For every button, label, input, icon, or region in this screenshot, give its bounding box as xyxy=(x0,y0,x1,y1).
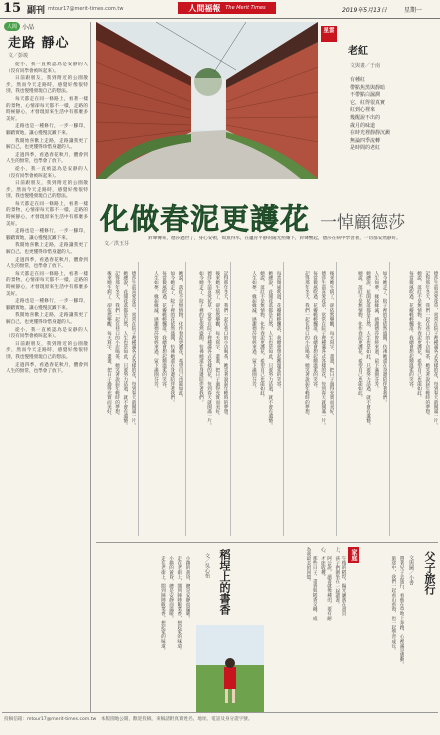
paragraph: 她說，落紅不是無情物，化作春泥更護花，希望自己也能如此。 xyxy=(259,271,265,400)
paragraph: 她說，落紅不是無情物，化作春泥更護花，希望自己也能如此。 xyxy=(178,271,183,400)
column-divider xyxy=(138,262,139,536)
body-column xyxy=(96,547,190,707)
poem-author: 文與畫／于南 xyxy=(350,63,381,69)
paragraph: 日前跟朋友，我到附近的公園散步，然而今天走路時，感覺好像很特別，我也慢慢發現自己的想法。 xyxy=(6,76,88,95)
column-divider xyxy=(389,262,390,536)
column-tag-pill: 人間 xyxy=(4,22,20,31)
column-divider xyxy=(185,262,186,536)
paragraph: 記得那年冬天，我們一起在巷口的小店喝茶，她笑著說起年輕時的夢想。 xyxy=(424,271,430,419)
paragraph: 後來她生病了，卻依然樂觀，每天寫字、畫畫，把日子過得充實而美好。 xyxy=(106,271,112,419)
paragraph: 人生如夢，緣起緣滅，感謝德莎曾經來過，留下滿園芬芳。 xyxy=(251,271,257,391)
poem-line: 歲月的味道 xyxy=(350,122,376,129)
paragraph: 那些日子，書香與稻香交織，成為我最美的回憶。 xyxy=(305,547,318,621)
paragraph: 從小，我一直被認為是安靜的人（沒有同學會被叫起來）。 xyxy=(6,327,88,340)
poem-line: 不帶點白濕潤 xyxy=(350,92,381,99)
paragraph: 走在老街上，聞到陣陣飯菜香，想起家的味道。 xyxy=(176,556,182,653)
paragraph: 走路也是一種修行，一步一腳印，腳踏實地，讓心慢慢沉澱下來。 xyxy=(6,299,88,311)
paragraph: 記得那年冬天，我們一起在巷口的小店喝茶，她笑著說起年輕時的夢想。 xyxy=(304,271,310,419)
body-column xyxy=(339,262,387,536)
column-divider xyxy=(283,262,284,536)
paragraph: 小鎮的黃昏，總是安靜而溫暖。 xyxy=(185,556,190,621)
family-tag-badge: 家庭 xyxy=(350,549,357,561)
family-article-title: 父子旅行 xyxy=(423,551,436,595)
paragraph: 日前跟朋友，我到附近的公園散步，然而今天走路時，感覺好像很特別，我也慢慢發現自己的想法。 xyxy=(6,341,88,360)
poem-line: 無論四季流轉 xyxy=(350,137,381,144)
left-article-title: 走路 靜心 xyxy=(8,36,70,51)
paragraph: 旅途中，我們一起看山看海，也一起學習成長。 xyxy=(390,556,396,653)
paragraph: 每天都走在同一條路上，看著一樣的景物，心情卻每天都不一樣，走路的時候靜心，才發現原來生活中有那麼多美好。 xyxy=(6,201,88,227)
alley-photo xyxy=(96,22,318,179)
footer-note: 投稿信箱：mtour17@merit-times.com.tw 本版園地公開，歡迎投稿，來稿請附真實姓名、地址、電話及身分證字號。 xyxy=(4,717,253,722)
issue-weekday: 星期一 xyxy=(404,7,423,14)
column-divider xyxy=(230,262,231,536)
paragraph: 走過四季，看過春花秋月，體會到人生的無常，也學會了放下。 xyxy=(6,362,88,375)
poem-line: 帶點焦黑與靜暗 xyxy=(350,84,386,91)
paragraph: 她總說，花開花落都是自然，人生也是如此，只要努力活過，就不會有遺憾。 xyxy=(365,271,371,428)
paragraph: 我開始喜歡上走路，走路讓我更了解自己，也更懂得珍惜身邊的人。 xyxy=(6,313,88,325)
main-article-body xyxy=(96,262,438,538)
poem-lines xyxy=(350,77,436,153)
paragraph: 她總說，花開花落都是自然，人生也是如此，只要努力活過，就不會有遺憾。 xyxy=(122,271,128,428)
paragraph: 德莎生前喜愛花草，常常在院子裡種滿各式各樣的花，每到春天就開滿一片。 xyxy=(433,271,438,428)
paragraph: 德莎生前喜愛花草，常常在院子裡種滿各式各樣的花，每到春天就開滿一片。 xyxy=(320,271,326,428)
poem-line: 在時光裡靜靜沉澱 xyxy=(350,130,391,137)
paragraph: 走路也是一種修行，一步一腳印，腳踏實地，讓心慢慢沉澱下來。 xyxy=(6,124,88,136)
poem-line: 紅到心裡來 xyxy=(350,107,376,114)
paragraph: 從小，我一直被認為是安靜的人（沒有同學會被叫起來）。 xyxy=(6,62,88,74)
body-column xyxy=(358,547,404,707)
main-headline: 化做春泥更護花 xyxy=(100,202,311,236)
paragraph: 每當微風吹過，花瓣輕輕飄落，我總會想起她溫柔的笑容。 xyxy=(276,271,281,391)
paragraph: 午後的稻埕，陽光灑落在書頁上，孩子們圍坐在一起讀書。 xyxy=(334,547,346,616)
column-tag-label: 小品 xyxy=(22,24,35,31)
paragraph: 帶著兒子去旅行，看他在草地上奔跑，心裡滿是感動。 xyxy=(399,556,404,667)
paragraph: 人生如夢，緣起緣滅，感謝德莎曾經來過，留下滿園芬芳。 xyxy=(373,271,379,391)
bottom-left-article xyxy=(96,547,192,707)
paragraph: 走路也是一種修行，一步一腳印，腳踏實地，讓心慢慢沉澱下來。 xyxy=(6,229,88,241)
paragraph: 每天都走在同一條路上，看著一樣的景物，心情卻每天都不一樣，走路的時候靜心，才發現原來生活中有那麼多美好。 xyxy=(6,271,88,297)
logo-english: The Merit Times xyxy=(225,5,266,11)
poem-line: 是時間的老紅 xyxy=(350,145,381,152)
paragraph: 她說，落紅不是無情物，化作春泥更護花，希望自己也能如此。 xyxy=(357,271,363,400)
paragraph: 走過四季，看過春花秋月，體會到人生的無常，也學會了放下。 xyxy=(6,257,88,270)
bottom-articles xyxy=(96,542,438,713)
paragraph: 如今她走了，院子裡的花依然盛開，彷彿她還在身邊陪伴著我們。 xyxy=(198,271,204,405)
paragraph: 記得那年冬天，我們一起在巷口的小店喝茶，她笑著說起年輕時的夢想。 xyxy=(223,271,228,419)
paragraph: 德莎生前喜愛花草，常常在院子裡種滿各式各樣的花，每到春天就開滿一片。 xyxy=(131,271,136,428)
paragraph: 從小，我一直被認為是安靜的人（沒有同學會被叫起來）。 xyxy=(6,166,88,179)
main-article-byline: 文／洪玉芬 xyxy=(104,241,130,247)
paragraph: 走過四季，看過春花秋月，體會到人生的無常，也學會了放下。 xyxy=(6,152,88,165)
page-footer xyxy=(2,712,438,733)
body-column xyxy=(392,262,438,536)
paragraph: 我開始喜歡上走路，走路讓我更了解自己，也更懂得珍惜身邊的人。 xyxy=(6,138,88,151)
logo-chinese: 人間福報 xyxy=(188,2,221,13)
left-article-body xyxy=(6,62,88,702)
paragraph: 人生如夢，緣起緣滅，感謝德莎曾經來過，留下滿園芬芳。 xyxy=(153,271,159,391)
family-article-author: 文與圖／小書 xyxy=(408,555,414,585)
paragraph: 每當微風吹過，花瓣輕輕飄落，我總會想起她溫柔的笑容。 xyxy=(161,271,167,391)
body-column xyxy=(228,547,346,621)
main-article-intro: 鈴聲傳來，德莎過世了，身心安頓，如魚得水，在蘊育平靜的陽光照耀下，鈴聲響起，德莎在病中學習著，一切都安然靜好。 xyxy=(148,236,401,241)
newspaper-logo xyxy=(178,2,276,14)
header-url: mtour17@merit-times.com.tw xyxy=(48,6,124,12)
page-header xyxy=(0,0,440,19)
paragraph: 如今她走了，院子裡的花依然盛開，彷彿她還在身邊陪伴著我們。 xyxy=(382,271,387,405)
body-column xyxy=(188,262,228,536)
body-column xyxy=(233,262,281,536)
poem-title: 老紅 xyxy=(348,46,368,57)
paragraph: 走在老街上，聞到陣陣飯菜香，想起家的味道。 xyxy=(160,556,166,653)
book-article-title: 稻埕上的書香 xyxy=(218,549,231,615)
family-article-body xyxy=(358,547,404,707)
paragraph: 每當微風吹過，花瓣輕輕飄落，我總會想起她溫柔的笑容。 xyxy=(312,271,318,391)
paragraph: 每天都走在同一條路上，看著一樣的景物，心情卻每天都不一樣，走路的時候靜心，才發現原來生活中有那麼多美好。 xyxy=(6,96,88,122)
paragraph: 後來她生病了，卻依然樂觀，每天寫字、畫畫，把日子過得充實而美好。 xyxy=(214,271,220,419)
section-name: 副刊 xyxy=(27,6,46,16)
paragraph: 小鎮的黃昏，總是安靜而溫暖。 xyxy=(168,556,174,621)
paragraph: 如今她走了，院子裡的花依然盛開，彷彿她還在身邊陪伴著我們。 xyxy=(169,271,175,405)
book-article-author: 文／吳心怡 xyxy=(204,553,210,578)
poem-line: 有種紅 xyxy=(350,77,366,83)
paragraph: 我開始喜歡上走路，走路讓我更了解自己，也更懂得珍惜身邊的人。 xyxy=(6,243,88,256)
headline-subtitle: 一悼顧德莎 xyxy=(320,213,405,233)
body-column xyxy=(96,262,136,536)
body-column xyxy=(141,262,183,536)
left-column-article xyxy=(2,22,91,712)
poem-sidebar xyxy=(320,22,437,179)
paragraph: 她說，落紅不是無情物，化作春泥更護花，希望自己也能如此。 xyxy=(416,271,422,400)
child-photo xyxy=(196,625,264,713)
left-article-author: 文／彭竣 xyxy=(8,53,29,59)
body-column xyxy=(286,262,334,536)
paragraph: 後來她生病了，卻依然樂觀，每天寫字、畫畫，把日子過得充實而美好。 xyxy=(329,271,334,419)
paragraph: 記得那年冬天，我們一起在巷口的小店喝茶，她笑著說起年輕時的夢想。 xyxy=(114,271,120,419)
column-tag xyxy=(4,22,34,31)
poem-line: 幾醒說不出的 xyxy=(350,114,381,121)
column-divider xyxy=(336,262,337,536)
page-number: 15 xyxy=(3,1,22,16)
paragraph: 她總說，花開花落都是自然，人生也是如此，只要努力活過，就不會有遺憾。 xyxy=(267,271,273,428)
paragraph: 日前跟朋友，我到附近的公園散步，然而今天走路時，感覺好像很特別，我也慢慢發現自己的想法。 xyxy=(6,181,88,200)
paragraph: 阿公說，讀書就像種田，要有耐心，才能收穫。 xyxy=(320,547,332,621)
paragraph: 德莎生前喜愛花草，常常在院子裡種滿各式各樣的花，每到春天就開滿一片。 xyxy=(206,271,212,428)
issue-date: 2019年5月13日 xyxy=(342,7,387,14)
paragraph: 每當微風吹過，花瓣輕輕飄落，我總會想起她溫柔的笑容。 xyxy=(408,271,414,391)
poem-line: 它，紅得很真實 xyxy=(350,99,386,106)
poem-tag-badge: 星雲 xyxy=(321,26,337,42)
